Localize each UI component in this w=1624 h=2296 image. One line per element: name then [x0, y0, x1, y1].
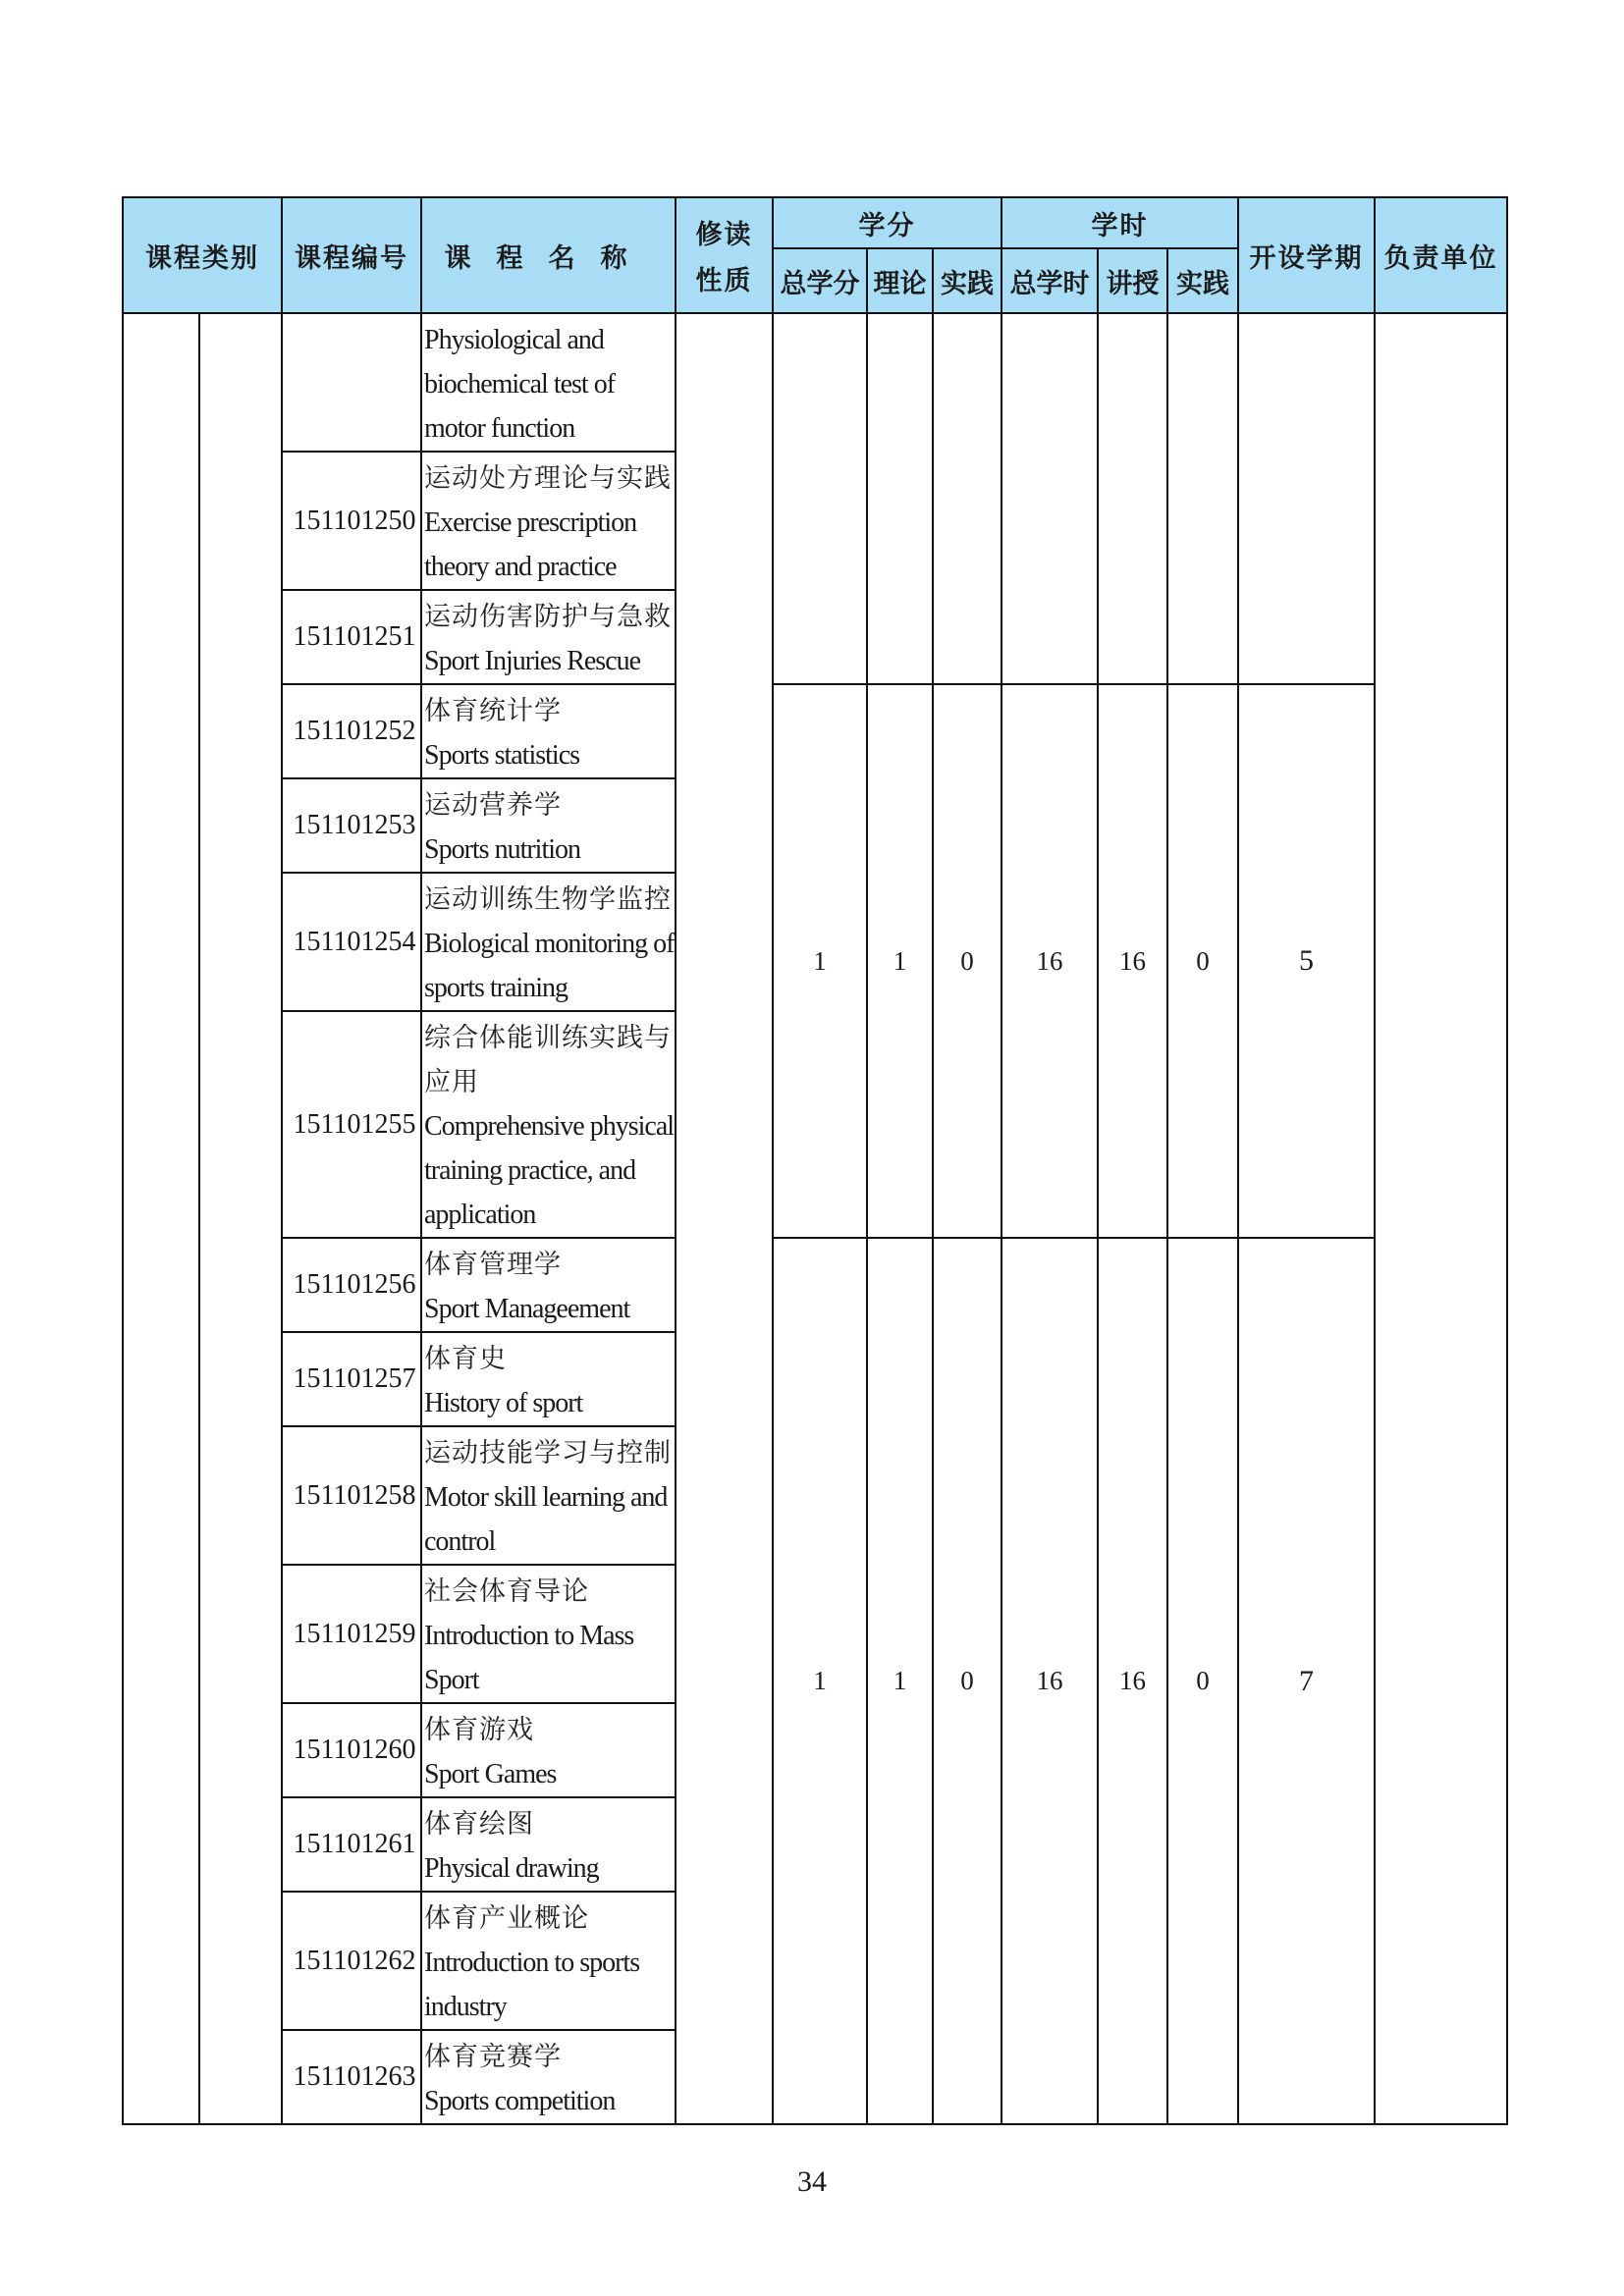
course-code: 151101257 [282, 1332, 421, 1426]
empty-cell [867, 313, 933, 684]
course-name-en: Exercise prescription theory and practice [424, 507, 637, 582]
empty-cell [773, 313, 867, 684]
course-name-zh: 社会体育导论 [424, 1576, 589, 1607]
theory-credits-value: 1 [867, 1238, 933, 2124]
course-code: 151101258 [282, 1426, 421, 1565]
empty-cell [1001, 313, 1098, 684]
semester-value: 7 [1238, 1238, 1375, 2124]
course-name [421, 1238, 676, 1332]
lecture-hours-value: 16 [1098, 1238, 1167, 2124]
department-cell [1375, 313, 1507, 2124]
practice-hours-value: 0 [1167, 1238, 1238, 2124]
course-name-en: Sports competition [424, 2086, 616, 2116]
course-name-en: Biological monitoring of sports training [424, 929, 675, 1003]
course-code: 151101251 [282, 590, 421, 684]
course-name-zh: 运动伤害防护与急救 [424, 602, 672, 632]
course-name-zh: 体育游戏 [424, 1715, 534, 1745]
course-name [421, 873, 676, 1011]
total-credits-value: 1 [773, 684, 867, 1238]
course-name-en: Sports nutrition [424, 834, 581, 865]
header-semester: 开设学期 [1238, 197, 1375, 313]
total-hours-value: 16 [1001, 684, 1098, 1238]
course-code: 151101250 [282, 452, 421, 590]
header-total-credits: 总学分 [773, 248, 867, 313]
course-name [421, 778, 676, 873]
total-hours-value: 16 [1001, 1238, 1098, 2124]
header-hours: 学时 [1001, 197, 1238, 248]
semester-value: 5 [1238, 684, 1375, 1238]
header-theory: 理论 [867, 248, 933, 313]
category-cell [123, 313, 199, 2124]
course-name [421, 1332, 676, 1426]
practice-hours-value: 0 [1167, 684, 1238, 1238]
course-code: 151101261 [282, 1797, 421, 1892]
course-code [282, 313, 421, 452]
course-name [421, 313, 676, 452]
table-row [123, 684, 1507, 778]
course-name-zh: 体育管理学 [424, 1250, 562, 1280]
course-name-en: Sport Manageement [424, 1294, 630, 1324]
course-name-en: Sports statistics [424, 740, 580, 771]
study-type-cell [676, 313, 773, 2124]
course-name-zh: 运动处方理论与实践 [424, 463, 672, 494]
course-code: 151101254 [282, 873, 421, 1011]
course-name [421, 452, 676, 590]
course-code: 151101262 [282, 1892, 421, 2030]
course-code: 151101252 [282, 684, 421, 778]
course-name-zh: 运动技能学习与控制 [424, 1438, 672, 1468]
course-name [421, 1565, 676, 1703]
course-code: 151101253 [282, 778, 421, 873]
course-code: 151101256 [282, 1238, 421, 1332]
course-name [421, 2030, 676, 2124]
course-name-zh: 体育产业概论 [424, 1903, 589, 1934]
header-total-hours: 总学时 [1001, 248, 1098, 313]
course-name [421, 684, 676, 778]
course-code: 151101263 [282, 2030, 421, 2124]
course-name-en: Introduction to sports industry [424, 1948, 640, 2022]
course-name [421, 1426, 676, 1565]
header-credits: 学分 [773, 197, 1001, 248]
course-name-en: Comprehensive physical training practice, and application [424, 1111, 675, 1230]
course-name-zh: 体育统计学 [424, 696, 562, 726]
course-name [421, 1011, 676, 1238]
course-code: 151101260 [282, 1703, 421, 1797]
course-name [421, 590, 676, 684]
course-code: 151101259 [282, 1565, 421, 1703]
subcategory-cell [199, 313, 282, 2124]
course-name [421, 1703, 676, 1797]
header-study-type-line2: 性质 [695, 266, 753, 296]
header-code: 课程编号 [282, 197, 421, 313]
course-name-en: Sport Injuries Rescue [424, 646, 641, 676]
table-row [123, 313, 1507, 452]
course-name-zh: 运动训练生物学监控 [424, 884, 672, 915]
theory-credits-value: 1 [867, 684, 933, 1238]
course-name [421, 1797, 676, 1892]
header-lecture: 讲授 [1098, 248, 1167, 313]
course-name-en: Introduction to Mass Sport [424, 1621, 634, 1695]
header-practice: 实践 [933, 248, 1001, 313]
empty-cell [933, 313, 1001, 684]
header-department: 负责单位 [1375, 197, 1507, 313]
course-name-zh: 综合体能训练实践与应用 [424, 1023, 672, 1097]
practice-credits-value: 0 [933, 1238, 1001, 2124]
course-name-zh: 运动营养学 [424, 790, 562, 821]
course-code: 151101255 [282, 1011, 421, 1238]
page-number: 34 [797, 2165, 827, 2198]
lecture-hours-value: 16 [1098, 684, 1167, 1238]
header-study-type-line1: 修读 [695, 220, 753, 250]
course-name-zh: 体育竞赛学 [424, 2042, 562, 2072]
empty-cell [1167, 313, 1238, 684]
course-name-en: Sport Games [424, 1759, 557, 1789]
table-row [123, 1238, 1507, 1332]
course-name-en: Physical drawing [424, 1853, 599, 1884]
practice-credits-value: 0 [933, 684, 1001, 1238]
header-name: 课程名称 [421, 197, 676, 313]
course-name-zh: 体育史 [424, 1344, 507, 1374]
header-category: 课程类别 [123, 197, 282, 313]
empty-cell [1238, 313, 1375, 684]
course-table [122, 196, 1508, 2125]
empty-cell [1098, 313, 1167, 684]
course-name [421, 1892, 676, 2030]
course-name-en: History of sport [424, 1388, 583, 1418]
header-study-type [676, 197, 773, 313]
course-name-zh: 体育绘图 [424, 1809, 534, 1840]
header-practice-hours: 实践 [1167, 248, 1238, 313]
total-credits-value: 1 [773, 1238, 867, 2124]
course-name-en: Motor skill learning and control [424, 1482, 668, 1557]
course-name-en: Physiological and biochemical test of motor function [424, 325, 616, 444]
